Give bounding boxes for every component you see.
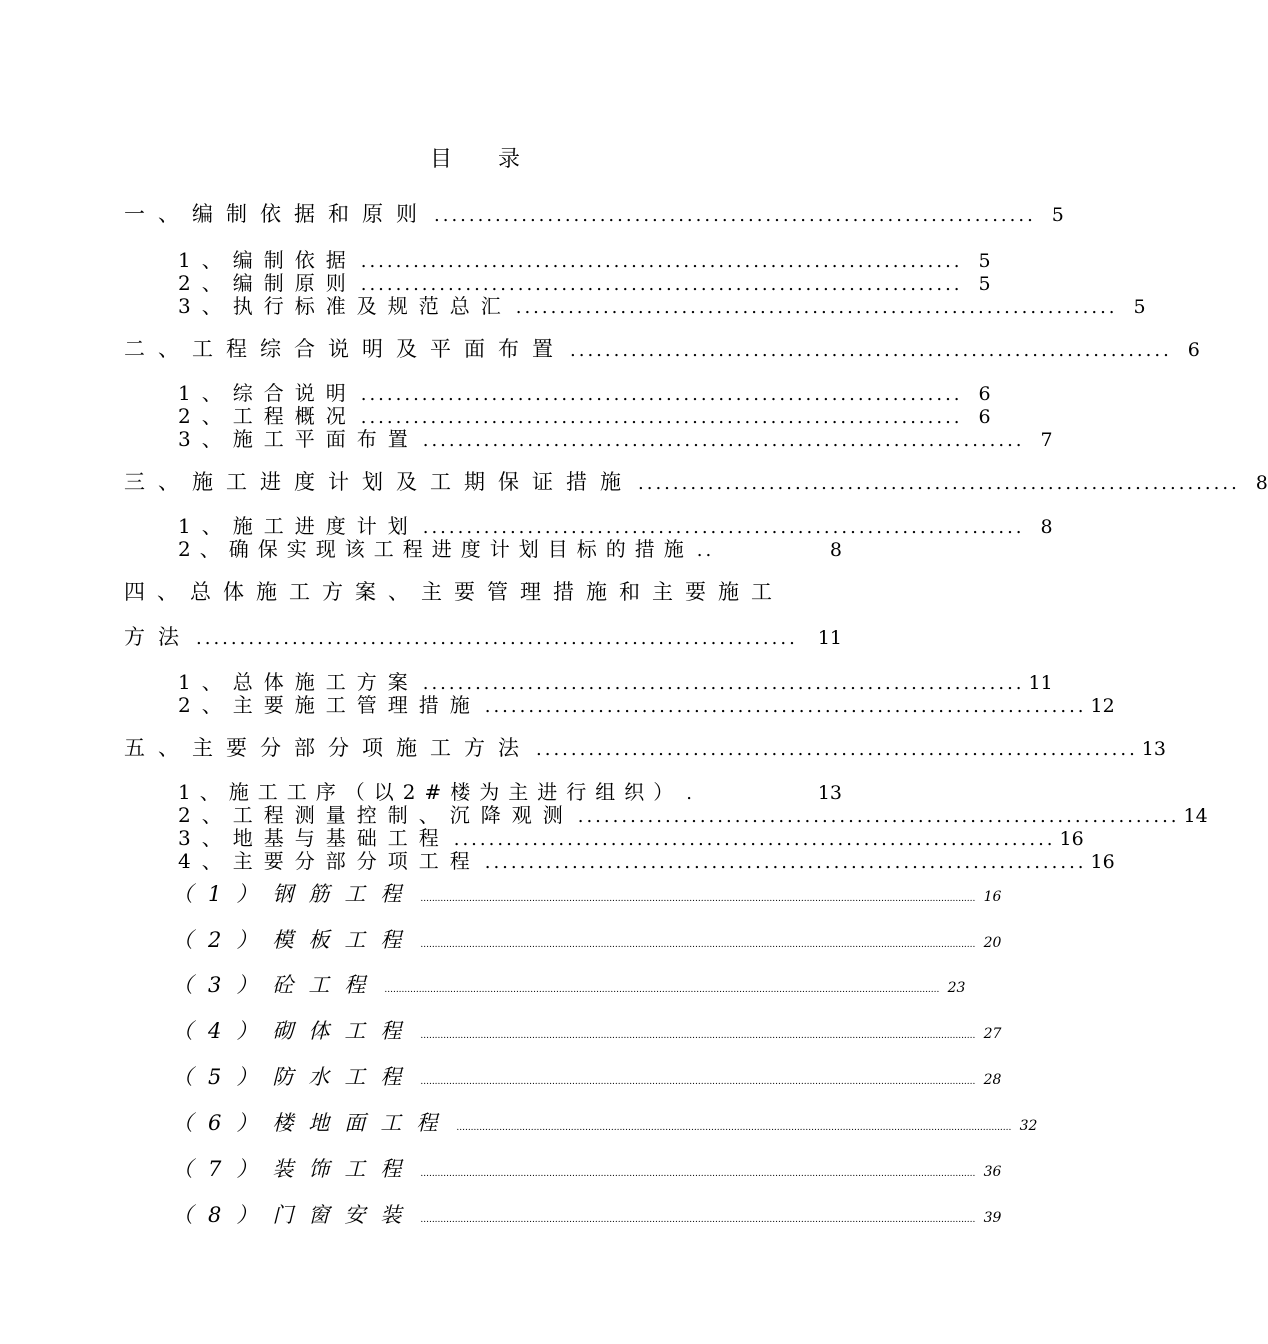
toc-leader-dots: .....................................................................	[422, 430, 1025, 451]
toc-entry[interactable]	[178, 689, 1115, 718]
toc-entry-label: 3、地基与基础工程	[178, 826, 450, 850]
toc-leader-dots: ..................................................................................................................................................................................................	[420, 940, 976, 950]
toc-entry[interactable]	[124, 621, 842, 651]
toc-entry-page: 6	[978, 383, 991, 405]
toc-entry-page: 6	[1187, 339, 1200, 361]
toc-entry-page: 16	[1059, 828, 1084, 850]
toc-entry-label: 1、综合说明	[178, 381, 357, 405]
toc-entry-page: 6	[978, 406, 991, 428]
toc-entry-page: 11	[817, 627, 842, 649]
toc-entry-page: 8	[1255, 472, 1268, 494]
toc-entry[interactable]	[124, 333, 1200, 363]
toc-leader-dots: .....................................................................	[577, 806, 1180, 827]
toc-entry-label: （7）装饰工程	[172, 1157, 417, 1181]
toc-entry-page: 14	[1183, 805, 1208, 827]
toc-leader-dots: .....................................................................	[484, 852, 1087, 873]
toc-entry-label: 1、施工工序（以2#楼为主进行组织）	[178, 780, 683, 804]
toc-leader-dots: .....................................................................	[515, 297, 1118, 318]
toc-entry[interactable]	[172, 878, 1002, 908]
toc-entry-page: 13	[817, 782, 842, 804]
toc-leader-dots: .....................................................................	[360, 274, 963, 295]
toc-entry[interactable]	[124, 466, 1268, 496]
toc-entry-label: （1）钢筋工程	[172, 882, 417, 906]
toc-entry[interactable]	[172, 924, 1002, 954]
toc-leader-dots: ..................................................................................................................................................................................................	[456, 1123, 1012, 1133]
toc-leader-dots: .....................................................................	[360, 384, 963, 405]
toc-entry-page: 8	[829, 539, 842, 561]
toc-leader-dots: ..................................................................................................................................................................................................	[420, 1031, 976, 1041]
toc-entry[interactable]	[172, 969, 966, 999]
toc-entry[interactable]	[172, 1107, 1038, 1137]
toc-entry-label: 4、主要分部分项工程	[178, 849, 481, 873]
toc-entry-label: 1、总体施工方案	[178, 670, 419, 694]
toc-entry-page: 5	[978, 250, 991, 272]
toc-leader-dots: .....................................................................	[422, 673, 1025, 694]
toc-entry[interactable]	[178, 423, 1053, 452]
toc-entry-page: 32	[1019, 1118, 1038, 1134]
toc-leader-dots: ..................................................................................................................................................................................................	[420, 1077, 976, 1087]
toc-entry-label: 2、编制原则	[178, 271, 357, 295]
toc-entry[interactable]	[178, 290, 1146, 319]
toc-leader-dots: ..................................................................................................................................................................................................	[384, 985, 940, 995]
toc-entry-label: （8）门窗安装	[172, 1203, 417, 1227]
toc-entry[interactable]	[124, 732, 1166, 762]
toc-leader-dots: .	[686, 783, 695, 804]
toc-entry[interactable]	[172, 1153, 1002, 1183]
toc-entry-label: 四、总体施工方案、主要管理措施和主要施工	[124, 580, 784, 604]
toc-entry-label: 一、编制依据和原则	[124, 202, 430, 226]
toc-leader-dots: .....................................................................	[638, 473, 1240, 494]
toc-entry-label: 2、工程概况	[178, 404, 357, 428]
toc-leader-dots: ..	[696, 540, 715, 561]
toc-entry-label: 3、执行标准及规范总汇	[178, 294, 512, 318]
toc-leader-dots: .....................................................................	[434, 205, 1036, 226]
toc-leader-dots: ..................................................................................................................................................................................................	[420, 894, 976, 904]
toc-entry-page: 27	[983, 1026, 1002, 1042]
toc-entry-page: 5	[1051, 204, 1064, 226]
toc-entry-label: 2、主要施工管理措施	[178, 693, 481, 717]
toc-entry-label: （3）砼工程	[172, 973, 381, 997]
toc-entry-page: 11	[1028, 672, 1053, 694]
toc-entry-page: 8	[1040, 516, 1053, 538]
toc-leader-dots: .....................................................................	[360, 407, 963, 428]
toc-entry-page: 20	[983, 935, 1002, 951]
toc-entry-label: 2、工程测量控制、沉降观测	[178, 803, 574, 827]
toc-leader-dots: ..................................................................................................................................................................................................	[420, 1215, 976, 1225]
toc-entry-label: （4）砌体工程	[172, 1019, 417, 1043]
toc-leader-dots: .....................................................................	[536, 739, 1138, 760]
toc-entry-page: 16	[983, 889, 1002, 905]
toc-entry-page: 28	[983, 1072, 1002, 1088]
toc-entry[interactable]	[178, 533, 842, 562]
toc-leader-dots: .....................................................................	[570, 340, 1172, 361]
toc-entry-page: 36	[983, 1164, 1002, 1180]
toc-leader-dots: .....................................................................	[196, 628, 798, 649]
toc-entry-label: （5）防水工程	[172, 1065, 417, 1089]
toc-entry-page: 7	[1040, 429, 1053, 451]
toc-entry-page: 5	[1133, 296, 1146, 318]
toc-entry-label: （2）模板工程	[172, 928, 417, 952]
toc-entry-label: （6）楼地面工程	[172, 1111, 453, 1135]
toc-leader-dots: ..................................................................................................................................................................................................	[420, 1169, 976, 1179]
toc-entry[interactable]	[172, 1199, 1002, 1229]
toc-leader-dots: .....................................................................	[360, 251, 963, 272]
toc-entry-label: 3、施工平面布置	[178, 427, 419, 451]
toc-leader-dots: .....................................................................	[484, 696, 1087, 717]
toc-leader-dots: .....................................................................	[422, 517, 1025, 538]
toc-entry-label: 2、确保实现该工程进度计划目标的措施	[178, 537, 693, 561]
toc-entry-label: 二、工程综合说明及平面布置	[124, 337, 566, 361]
toc-entry-label: 方法	[124, 625, 192, 649]
toc-entry[interactable]	[124, 576, 842, 606]
toc-entry-label: 1、施工进度计划	[178, 514, 419, 538]
toc-entry-label: 五、主要分部分项施工方法	[124, 736, 532, 760]
toc-entry-page: 16	[1090, 851, 1115, 873]
toc-entry-page: 23	[947, 980, 966, 996]
toc-entry[interactable]	[124, 198, 1064, 228]
toc-entry-page: 12	[1090, 695, 1115, 717]
toc-entry-page: 5	[978, 273, 991, 295]
toc-entry-label: 三、施工进度计划及工期保证措施	[124, 470, 634, 494]
toc-entry[interactable]	[172, 1015, 1002, 1045]
toc-leader-dots: .....................................................................	[453, 829, 1056, 850]
toc-entry[interactable]	[178, 845, 1115, 874]
toc-entry-label: 1、编制依据	[178, 248, 357, 272]
toc-entry-page: 13	[1141, 738, 1166, 760]
toc-entry-page: 39	[983, 1210, 1002, 1226]
toc-title: 目录	[429, 147, 566, 172]
toc-entry[interactable]	[172, 1061, 1002, 1091]
